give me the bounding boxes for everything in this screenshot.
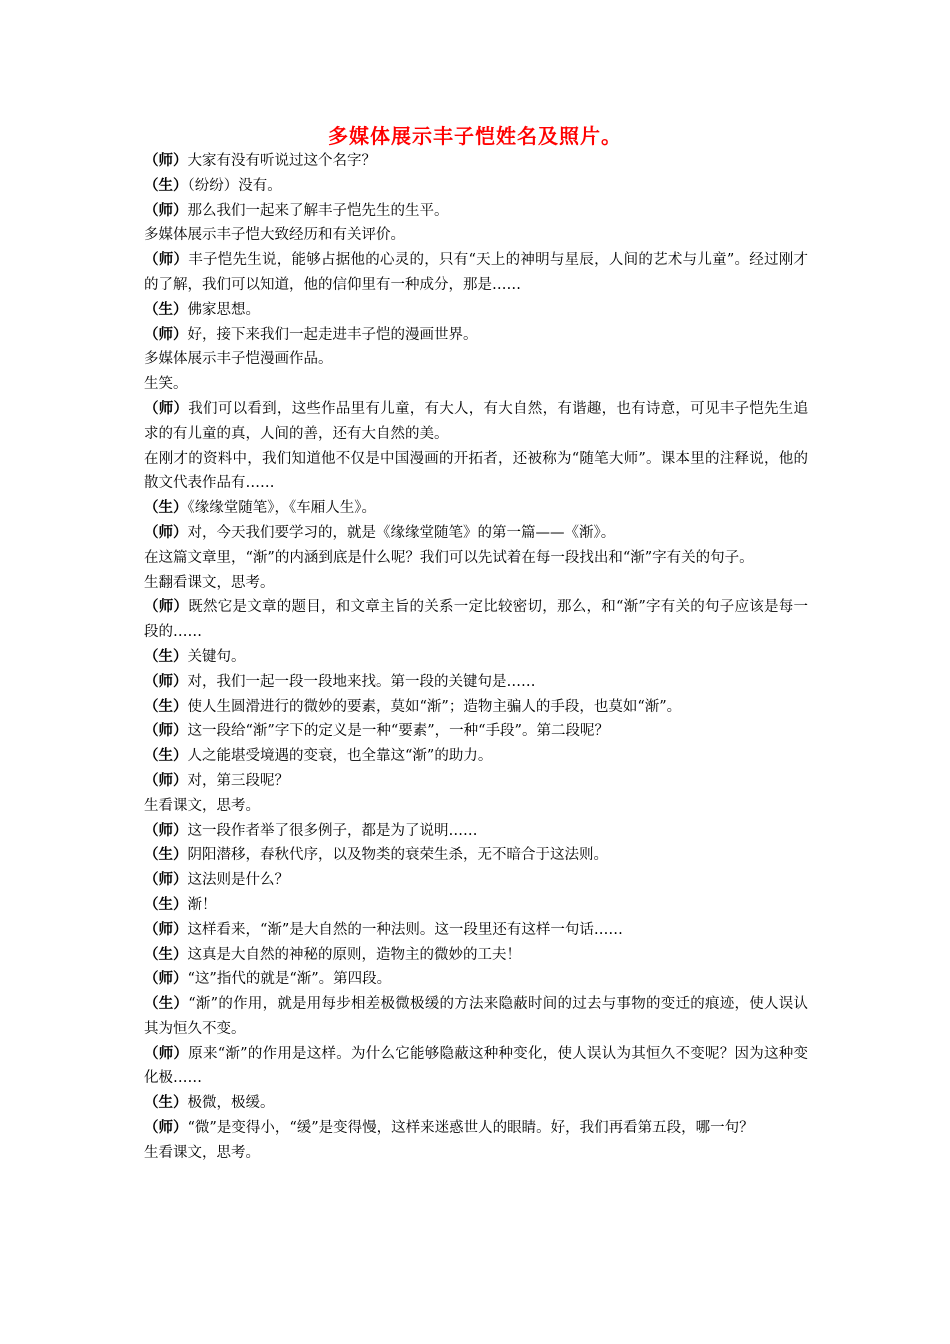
dialogue-line [144,843,808,868]
line-text: 对，第三段呢？ [187,772,289,789]
dialogue-line [144,1141,808,1166]
line-text: “这”指代的就是“渐”。第四段。 [187,971,392,988]
dialogue-line [144,992,808,1042]
line-text: 佛家思想。 [187,301,260,318]
dialogue-line [144,744,808,769]
speaker-label: （生） [144,301,188,318]
dialogue-line [144,521,808,546]
line-text: 好，接下来我们一起走进丰子恺的漫画世界。 [187,326,478,343]
speaker-label: （师） [144,921,188,938]
dialogue-line [144,571,808,596]
dialogue-line [144,298,808,323]
line-text: 多媒体展示丰子恺大致经历和有关评价。 [144,227,405,244]
dialogue-line [144,719,808,744]
dialogue-line [144,546,808,571]
dialogue-line [144,670,808,695]
line-text: 我们可以看到，这些作品里有儿童，有大人，有大自然，有谐趣，也有诗意，可见丰子恺先生追求的有儿童的真，人间的善，还有大自然的美。 [144,400,809,442]
dialogue-line [144,769,808,794]
line-text: 这法则是什么？ [187,872,289,889]
line-text: 极微，极缓。 [187,1095,275,1112]
dialogue-line [144,347,808,372]
line-text: 使人生圆滑进行的微妙的要素，莫如“渐”；造物主骗人的手段，也莫如“渐”。 [187,698,682,715]
speaker-label: （师） [144,971,188,988]
line-text: （纷纷）没有。 [187,177,282,194]
line-text: 生看课文，思考。 [144,1144,260,1161]
dialogue-line [144,323,808,348]
dialogue-line [144,174,808,199]
dialogue-line [144,819,808,844]
dialogue-line [144,1091,808,1116]
speaker-label: （生） [144,177,188,194]
dialogue-line [144,595,808,645]
speaker-label: （生） [144,996,189,1013]
speaker-label: （师） [144,822,188,839]
speaker-label: （师） [144,252,189,269]
dialogue-line [144,447,808,497]
line-text: 对，今天我们要学习的，就是《缘缘堂随笔》的第一篇——《渐》。 [187,524,616,541]
speaker-label: （师） [144,326,188,343]
speaker-label: （生） [144,896,188,913]
dialogue-body [144,149,808,1166]
dialogue-line [144,223,808,248]
line-text: “微”是变得小，“缓”是变得慢，这样来迷惑世人的眼睛。好，我们再看第五段，哪一句？ [187,1120,754,1137]
line-text: 渐！ [187,896,217,913]
line-text: 这一段给“渐”字下的定义是一种“要素”，一种“手段”。第二段呢？ [187,723,609,740]
dialogue-line [144,397,808,447]
speaker-label: （师） [144,872,188,889]
speaker-label: （师） [144,599,189,616]
line-text: 原来“渐”的作用是这样。为什么它能够隐蔽这种种变化，使人误认为其恒久不变呢？因为这种变化极…… [144,1045,808,1087]
line-text: 这真是大自然的神秘的原则，造物主的微妙的工夫！ [187,946,521,963]
dialogue-line [144,1042,808,1092]
dialogue-line [144,149,808,174]
speaker-label: （师） [144,1045,189,1062]
dialogue-line [144,794,808,819]
speaker-label: （师） [144,524,188,541]
dialogue-line [144,248,808,298]
speaker-label: （生） [144,748,188,765]
speaker-label: （生） [144,500,188,517]
speaker-label: （生） [144,1095,188,1112]
speaker-label: （师） [144,153,188,169]
line-text: 生笑。 [144,376,188,393]
speaker-label: （师） [144,400,189,417]
dialogue-line [144,496,808,521]
dialogue-line [144,645,808,670]
line-text: 人之能堪受境遇的变衰，也全靠这“渐”的助力。 [187,748,493,765]
line-text: 《缘缘堂随笔》，《车厢人生》。 [187,500,376,517]
line-text: 既然它是文章的题目，和文章主旨的关系一定比较密切，那么，和“渐”字有关的句子应该是每一段的…… [144,599,808,641]
line-text: 关键句。 [187,648,246,665]
line-text: 丰子恺先生说，能够占据他的心灵的，只有“天上的神明与星辰，人间的艺术与儿童”。经过刚才的了解，我们可以知道，他的信仰里有一种成分，那是…… [144,252,808,293]
dialogue-line [144,868,808,893]
speaker-label: （师） [144,772,188,789]
line-text: 对，我们一起一段一段地来找。第一段的关键句是…… [187,673,536,690]
line-text: 生看课文，思考。 [144,797,260,814]
speaker-label: （师） [144,202,188,219]
line-text: 阴阳潜移，春秋代序，以及物类的衰荣生杀，无不暗合于这法则。 [187,847,608,864]
speaker-label: （师） [144,673,188,690]
line-text: 在这篇文章里，“渐”的内涵到底是什么呢？我们可以先试着在每一段找出和“渐”字有关的句子。 [144,549,754,566]
speaker-label: （生） [144,946,188,963]
dialogue-line [144,695,808,720]
page-title: 多媒体展示丰子恺姓名及照片。 [328,124,622,148]
dialogue-line [144,372,808,397]
line-text: 生翻看课文，思考。 [144,574,275,591]
line-text: 这一段作者举了很多例子，都是为了说明…… [187,822,478,839]
line-text: “渐”的作用，就是用每步相差极微极缓的方法来隐蔽时间的过去与事物的变迁的痕迹，使人误认其为恒久不变。 [144,996,808,1037]
line-text: 在刚才的资料中，我们知道他不仅是中国漫画的开拓者，还被称为“随笔大师”。课本里的注释说，他的散文代表作品有…… [144,450,808,492]
speaker-label: （生） [144,847,188,864]
line-text: 这样看来，“渐”是大自然的一种法则。这一段里还有这样一句话…… [187,921,623,938]
speaker-label: （生） [144,698,188,715]
speaker-label: （生） [144,648,188,665]
dialogue-line [144,893,808,918]
dialogue-line [144,967,808,992]
line-text: 那么我们一起来了解丰子恺先生的生平。 [187,202,449,219]
line-text: 大家有没有听说过这个名字？ [187,153,376,169]
dialogue-line [144,943,808,968]
line-text: 多媒体展示丰子恺漫画作品。 [144,351,333,368]
speaker-label: （师） [144,1120,188,1137]
dialogue-line [144,1116,808,1141]
dialogue-line [144,918,808,943]
dialogue-line [144,199,808,224]
speaker-label: （师） [144,723,188,740]
